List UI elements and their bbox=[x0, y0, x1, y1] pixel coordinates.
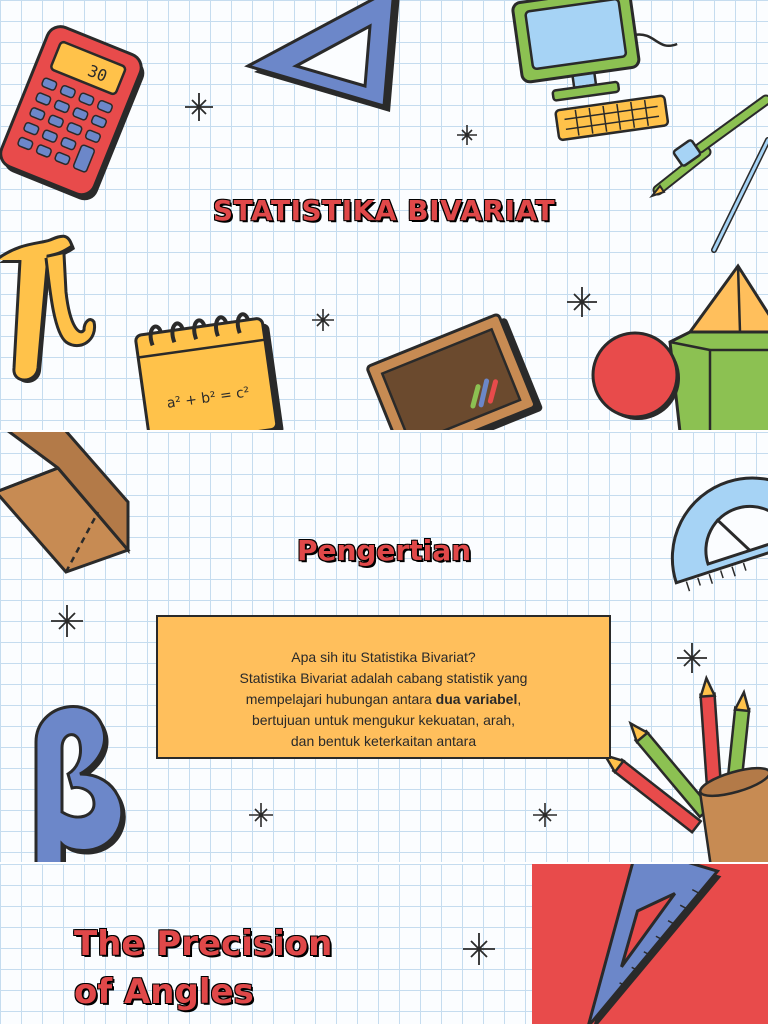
slide-definition bbox=[0, 432, 768, 862]
cube-icon bbox=[670, 332, 768, 430]
title-line: of Angles bbox=[74, 972, 254, 1012]
sparkle-icon bbox=[456, 124, 478, 146]
beta-icon bbox=[18, 692, 158, 862]
sparkle-icon bbox=[184, 92, 214, 122]
notepad-icon bbox=[132, 296, 287, 430]
set-square-icon bbox=[240, 0, 415, 120]
chalkboard-icon bbox=[368, 316, 538, 430]
calculator-display: 30 bbox=[84, 60, 110, 86]
sparkle-icon bbox=[676, 642, 708, 674]
sparkle-icon bbox=[50, 604, 84, 638]
page-title: STATISTIKA BIVARIAT bbox=[212, 194, 556, 227]
title-line: The Precision bbox=[74, 924, 333, 964]
definition-line: dan bentuk keterkaitan antara bbox=[290, 733, 477, 749]
pyramid-icon bbox=[690, 266, 768, 332]
definition-line: Statistika Bivariat adalah cabang statistik yang bbox=[239, 670, 528, 686]
geometry-solids bbox=[590, 262, 768, 430]
calculator-icon bbox=[0, 30, 150, 215]
definition-emphasis: dua variabel bbox=[435, 691, 518, 707]
set-square-icon bbox=[574, 864, 734, 1024]
sparkle-icon bbox=[248, 802, 274, 828]
definition-line bbox=[168, 689, 599, 710]
sparkle-icon bbox=[311, 308, 335, 332]
slide-title bbox=[0, 0, 768, 430]
definition-box bbox=[156, 615, 611, 759]
notepad-formula: a² + b² = c² bbox=[165, 384, 251, 412]
definition-text: , bbox=[517, 691, 522, 707]
sphere-icon bbox=[593, 333, 677, 417]
section-heading: Pengertian bbox=[296, 534, 472, 567]
definition-text: mempelajari hubungan antara bbox=[245, 691, 436, 707]
definition-line: Apa sih itu Statistika Bivariat? bbox=[291, 649, 476, 665]
slide-title-precision bbox=[74, 920, 332, 1016]
sparkle-icon bbox=[566, 286, 598, 318]
slide-precision bbox=[0, 864, 768, 1024]
sparkle-icon bbox=[462, 932, 496, 966]
definition-line: bertujuan untuk mengukur kekuatan, arah, bbox=[251, 712, 516, 728]
pi-icon bbox=[0, 232, 100, 392]
pencil-cup-icon bbox=[630, 684, 768, 862]
compass-icon bbox=[648, 90, 768, 260]
sparkle-icon bbox=[532, 802, 558, 828]
